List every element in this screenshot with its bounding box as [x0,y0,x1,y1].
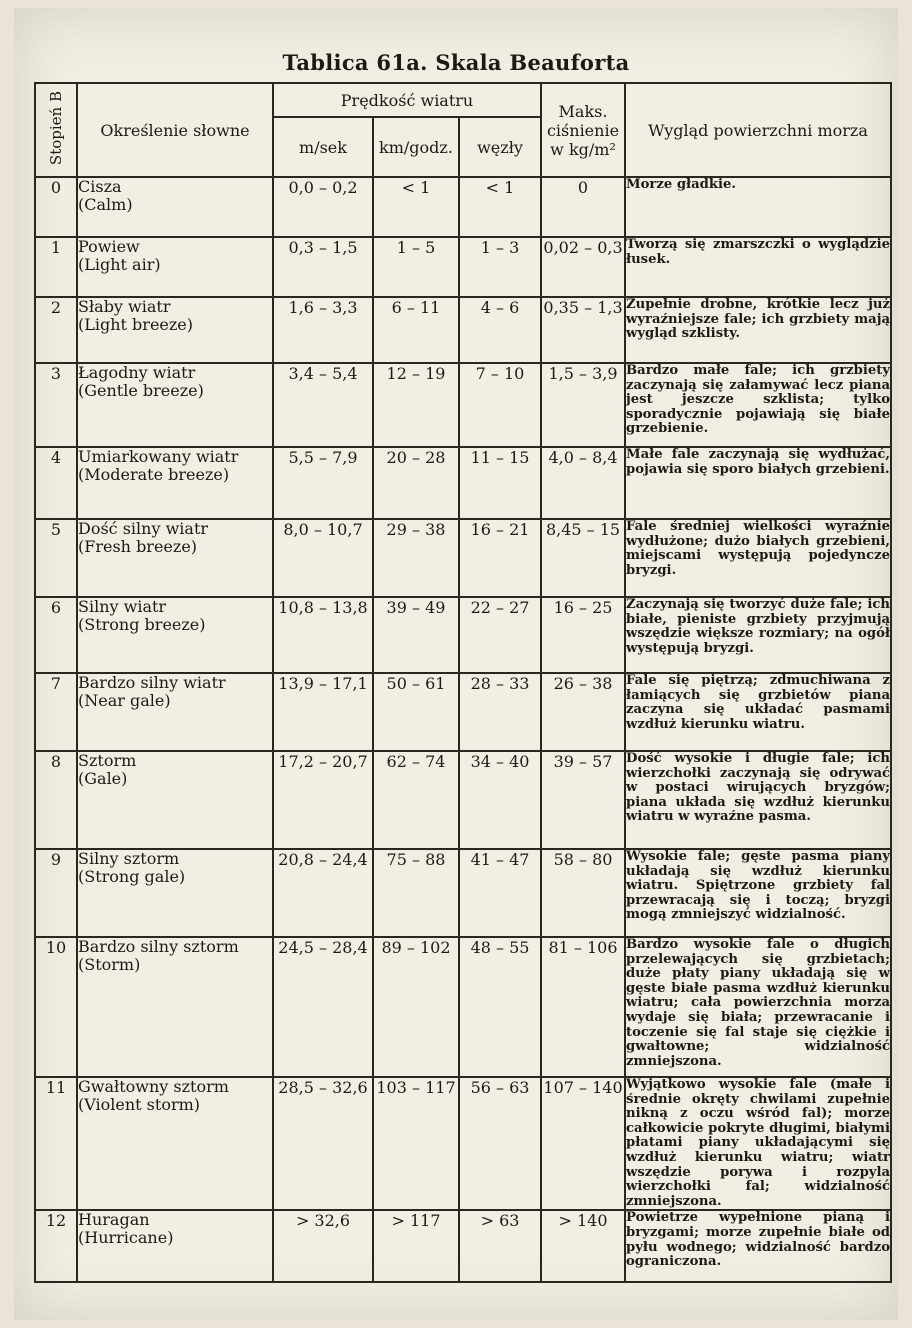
cell-name-en: (Violent storm) [78,1095,201,1114]
cell-ms: 5,5 – 7,9 [273,447,373,519]
cell-pressure: 4,0 – 8,4 [541,447,625,519]
table-row [35,447,891,519]
cell-sea: Powietrze wypełnione pianą i bryzgami; morze zupełnie białe od pyłu wodnego; widzialność bardzo ograniczona. [625,1210,891,1282]
cell-pressure: 8,45 – 15 [541,519,625,597]
cell-kmh: 20 – 28 [373,447,459,519]
cell-ms: 8,0 – 10,7 [273,519,373,597]
cell-pressure: 0,02 – 0,3 [541,237,625,297]
cell-name-en: (Near gale) [78,691,171,710]
header-sea-label: Wygląd powierzchni morza [648,120,868,140]
table-row [35,297,891,363]
cell-ms: > 32,6 [273,1210,373,1282]
header-pressure [541,83,625,177]
cell-knots: 1 – 3 [459,237,541,297]
cell-name-pl: Sztorm [78,751,137,770]
table-row [35,751,891,849]
cell-degree: 4 [35,447,77,519]
cell-ms: 17,2 – 20,7 [273,751,373,849]
cell-sea: Wysokie fale; gęste pasma piany układają się wzdłuż kierunku wiatru. Spiętrzone grzbiety fal przewracają się i toczą; bryzgi mogą zmniejszyć widzialność. [625,849,891,937]
cell-pressure: 0,35 – 1,3 [541,297,625,363]
cell-knots: 7 – 10 [459,363,541,447]
cell-sea: Małe fale zaczynają się wydłużać, pojawia się sporo białych grzebieni. [625,447,891,519]
cell-sea: Bardzo wysokie fale o długich przelewających się grzbietach; duże płaty piany układają się w gęste białe pasma wzdłuż kierunku wiatru; cała powierzchnia morza wydaje się biała; przewracanie i toczenie się fal staje się ciężkie i gwałtowne; widzialność zmniejszona. [625,937,891,1077]
cell-knots: 34 – 40 [459,751,541,849]
cell-kmh: 6 – 11 [373,297,459,363]
cell-name [77,519,273,597]
cell-name [77,751,273,849]
cell-kmh: 50 – 61 [373,673,459,751]
cell-kmh: 62 – 74 [373,751,459,849]
header-degree [35,83,77,177]
cell-knots: 4 – 6 [459,297,541,363]
table-row [35,1077,891,1210]
cell-knots: 41 – 47 [459,849,541,937]
cell-name-pl: Bardzo silny sztorm [78,937,239,956]
book-page [14,8,898,1320]
header-degree-label: Stopień B [46,90,65,166]
cell-name-pl: Umiarkowany wiatr [78,447,239,466]
cell-sea: Wyjątkowo wysokie fale (małe i średnie okręty chwilami zupełnie nikną z oczu wśród fal); morze całkowicie pokryte długimi, białymi płatami piany układającymi się wzdłuż kierunku wiatru; wiatr wszędzie porywa i rozpyla wierzchołki fal; widzialność zmniejszona. [626,1077,891,1209]
cell-knots: 28 – 33 [459,673,541,751]
cell-pressure: 39 – 57 [541,751,625,849]
cell-sea: Dość wysokie i długie fale; ich wierzchołki zaczynają się odrywać w postaci wirujących bryzgów; piana układa się wzdłuż kierunku wiatru w wyraźne pasma. [625,751,891,849]
cell-sea: Fale się piętrzą; zdmuchiwana z łamiących się grzbietów piana zaczyna się układać pasmami wzdłuż kierunku wiatru. [625,673,891,751]
cell-name [77,597,273,673]
cell-name-pl: Cisza [78,177,122,196]
cell-degree: 12 [35,1210,77,1282]
cell-ms: 13,9 – 17,1 [273,673,373,751]
cell-sea: Zaczynają się tworzyć duże fale; ich białe, pieniste grzbiety przyjmują wszędzie większe rozmiary; na ogół występują bryzgi. [625,597,891,673]
cell-pressure: > 140 [541,1210,625,1282]
cell-name [77,363,273,447]
cell-name [77,447,273,519]
cell-ms: 0,0 – 0,2 [273,177,373,237]
cell-name-en: (Calm) [78,195,133,214]
cell-kmh: 39 – 49 [373,597,459,673]
cell-knots: 16 – 21 [459,519,541,597]
cell-name-pl: Bardzo silny wiatr [78,673,226,692]
cell-name-pl: Łagodny wiatr [78,363,196,382]
table-row [35,237,891,297]
cell-degree: 2 [35,297,77,363]
cell-name [77,297,273,363]
cell-degree: 1 [35,237,77,297]
header-sea [625,83,891,177]
cell-name-en: (Fresh breeze) [78,537,198,556]
table-row [35,177,891,237]
cell-name-pl: Gwałtowny sztorm [78,1077,229,1096]
cell-name-en: (Gale) [78,769,128,788]
cell-degree: 5 [35,519,77,597]
cell-pressure: 0 [541,177,625,237]
cell-name-en: (Moderate breeze) [78,465,230,484]
cell-name [77,177,273,237]
header-speed-label: Prędkość wiatru [340,90,474,110]
cell-name [77,673,273,751]
cell-sea: Morze gładkie. [625,177,891,237]
beaufort-table [34,82,892,1283]
cell-pressure: 81 – 106 [541,937,625,1077]
header-description-label: Określenie słowne [100,120,250,140]
cell-kmh: 1 – 5 [373,237,459,297]
cell-ms: 28,5 – 32,6 [273,1077,373,1210]
cell-kmh: 103 – 117 [373,1077,459,1210]
header-kmh: km/godz. [373,117,459,177]
table-row [35,673,891,751]
cell-degree: 9 [35,849,77,937]
cell-name-pl: Powiew [78,237,140,256]
table-row [35,519,891,597]
cell-knots: 48 – 55 [459,937,541,1077]
cell-kmh: 29 – 38 [373,519,459,597]
cell-name-pl: Silny sztorm [78,849,180,868]
cell-degree: 3 [35,363,77,447]
cell-pressure: 16 – 25 [541,597,625,673]
header-pressure-label: Maks. ciśnienie w kg/m² [546,101,620,159]
cell-kmh: 75 – 88 [373,849,459,937]
cell-pressure: 1,5 – 3,9 [541,363,625,447]
cell-sea: Zupełnie drobne, krótkie lecz już wyraźniejsze fale; ich grzbiety mają wygląd szklisty. [625,297,891,363]
cell-knots: 11 – 15 [459,447,541,519]
cell-name-pl: Słaby wiatr [78,297,171,316]
cell-kmh: 89 – 102 [373,937,459,1077]
cell-name-pl: Dość silny wiatr [78,519,209,538]
cell-knots: 22 – 27 [459,597,541,673]
cell-name [77,849,273,937]
cell-sea: Bardzo małe fale; ich grzbiety zaczynają się załamywać lecz piana jest jeszcze szklista; tylko sporadycznie pojawiają się białe grzebienie. [625,363,891,447]
cell-name-en: (Strong gale) [78,867,186,886]
cell-name [77,937,273,1077]
cell-degree: 8 [35,751,77,849]
cell-knots: > 63 [459,1210,541,1282]
cell-kmh: < 1 [373,177,459,237]
cell-pressure: 107 – 140 [541,1077,625,1210]
table-body [35,177,891,1282]
cell-ms: 10,8 – 13,8 [273,597,373,673]
header-description [77,83,273,177]
cell-name [77,237,273,297]
cell-knots: 56 – 63 [459,1077,541,1210]
cell-knots: < 1 [459,177,541,237]
cell-degree: 11 [35,1077,77,1210]
cell-pressure: 26 – 38 [541,673,625,751]
cell-degree: 0 [35,177,77,237]
cell-pressure: 58 – 80 [541,849,625,937]
table-row [35,937,891,1077]
cell-ms: 20,8 – 24,4 [273,849,373,937]
cell-name [77,1077,273,1210]
header-ms: m/sek [273,117,373,177]
table-row [35,363,891,447]
cell-name-en: (Hurricane) [78,1228,174,1248]
cell-name-en: (Light breeze) [78,315,194,334]
header-knots: węzły [459,117,541,177]
cell-name-en: (Gentle breeze) [78,381,204,400]
cell-sea: Fale średniej wielkości wyraźnie wydłużone; dużo białych grzebieni, miejscami występują pojedyncze bryzgi. [625,519,891,597]
table-row [35,597,891,673]
table-row [35,849,891,937]
table-row [35,1210,891,1282]
cell-kmh: > 117 [373,1210,459,1282]
cell-degree: 6 [35,597,77,673]
cell-degree: 7 [35,673,77,751]
cell-name-pl: Huragan [78,1210,150,1230]
cell-ms: 24,5 – 28,4 [273,937,373,1077]
table-title: Tablica 61a. Skala Beauforta [282,50,630,75]
cell-ms: 0,3 – 1,5 [273,237,373,297]
cell-kmh: 12 – 19 [373,363,459,447]
cell-ms: 3,4 – 5,4 [273,363,373,447]
cell-name [77,1210,273,1282]
cell-name-en: (Light air) [78,255,161,274]
cell-name-pl: Silny wiatr [78,597,167,616]
header-speed [273,83,541,117]
cell-name-en: (Storm) [78,955,141,974]
cell-sea: Tworzą się zmarszczki o wyglądzie łusek. [625,237,891,297]
cell-name-en: (Strong breeze) [78,615,206,634]
cell-ms: 1,6 – 3,3 [273,297,373,363]
cell-degree: 10 [35,937,77,1077]
